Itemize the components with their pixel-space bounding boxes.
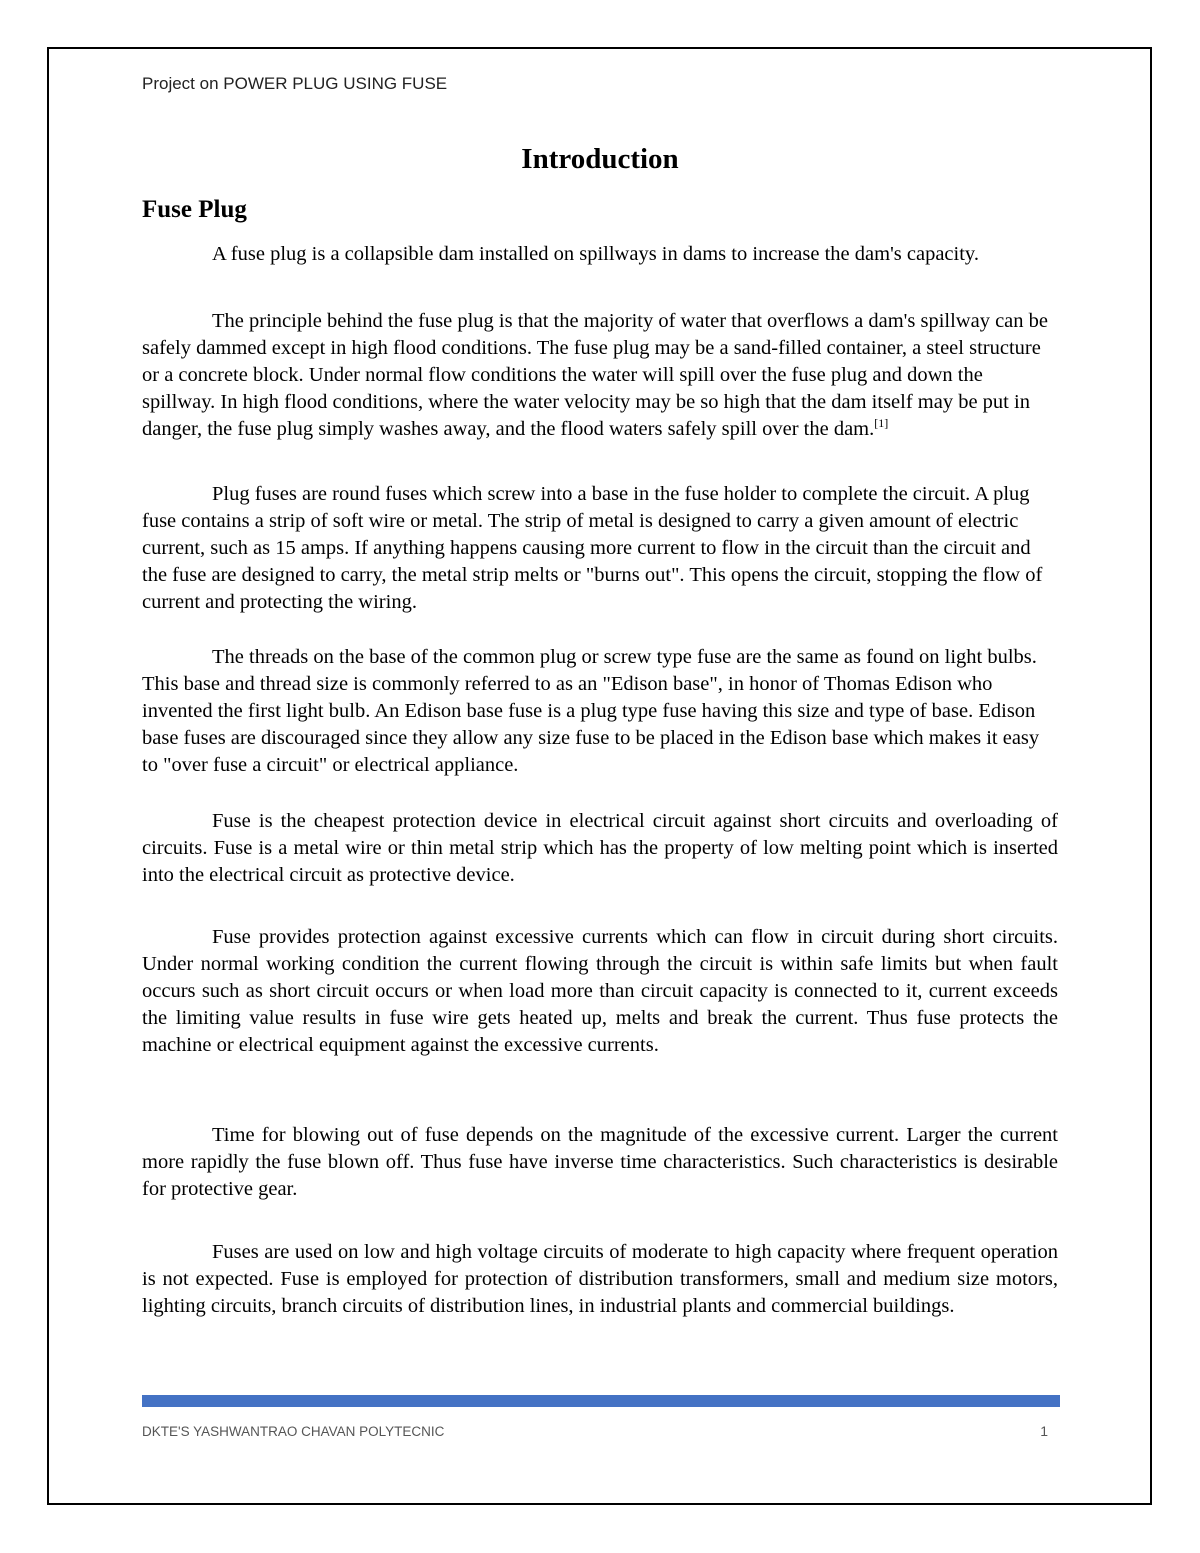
paragraph-5: Fuse is the cheapest protection device in electrical circuit against short circuits and overloading of circuits. Fuse is a metal wire or thin metal strip which has the property of low melting point which is inserted into the electrical circuit as protective device.	[142, 810, 1058, 886]
footer-institution: DKTE'S YASHWANTRAO CHAVAN POLYTECNIC	[142, 1424, 445, 1439]
paragraph-7: Time for blowing out of fuse depends on the magnitude of the excessive current. Larger the current more rapidly the fuse blown off. Thus fuse have inverse time characteristics. Such characteristics is desirable for protective gear.	[142, 1124, 1058, 1200]
paragraph-2	[142, 308, 1058, 443]
citation-link[interactable]: [1]	[874, 416, 889, 431]
paragraph-6: Fuse provides protection against excessive currents which can flow in circuit during short circuits. Under normal working condition the current flowing through the circuit is within safe limits but when fault occurs such as short circuit occurs or when load more than circuit capacity is connected to it, current exceeds the limiting value results in fuse wire gets heated up, melts and break the current. Thus fuse protects the machine or electrical equipment against the excessive currents.	[142, 926, 1058, 1056]
page-number: 1	[1040, 1423, 1048, 1439]
page-title: Introduction	[521, 143, 679, 175]
paragraph-8: Fuses are used on low and high voltage circuits of moderate to high capacity where frequent operation is not expected. Fuse is employed for protection of distribution transformers, small and medium size motors, lighting circuits, branch circuits of distribution lines, in industrial plants and commercial buildings.	[142, 1241, 1058, 1317]
paragraph-2-text: The principle behind the fuse plug is that the majority of water that overflows a dam's spillway can be safely dammed except in high flood conditions. The fuse plug may be a sand-filled container, a steel structure or a concrete block. Under normal flow conditions the water will spill over the fuse plug and down the spillway. In high flood conditions, where the water velocity may be so high that the dam itself may be put in danger, the fuse plug simply washes away, and the flood waters safely spill over the dam.	[142, 310, 1048, 440]
footer-divider-bar	[142, 1395, 1060, 1407]
paragraph-1: A fuse plug is a collapsible dam installed on spillways in dams to increase the dam's capacity.	[212, 243, 979, 265]
section-heading: Fuse Plug	[142, 196, 247, 223]
paragraph-4: The threads on the base of the common plug or screw type fuse are the same as found on light bulbs. This base and thread size is commonly referred to as an "Edison base", in honor of Thomas Edison who invented the first light bulb. An Edison base fuse is a plug type fuse having this size and type of base. Edison base fuses are discouraged since they allow any size fuse to be placed in the Edison base which makes it easy to "over fuse a circuit" or electrical appliance.	[142, 646, 1040, 776]
running-header: Project on POWER PLUG USING FUSE	[142, 74, 448, 93]
paragraph-3: Plug fuses are round fuses which screw into a base in the fuse holder to complete the circuit. A plug fuse contains a strip of soft wire or metal. The strip of metal is designed to carry a given amount of electric current, such as 15 amps. If anything happens causing more current to flow in the circuit than the circuit and the fuse are designed to carry, the metal strip melts or "burns out". This opens the circuit, stopping the flow of current and protecting the wiring.	[142, 483, 1043, 613]
